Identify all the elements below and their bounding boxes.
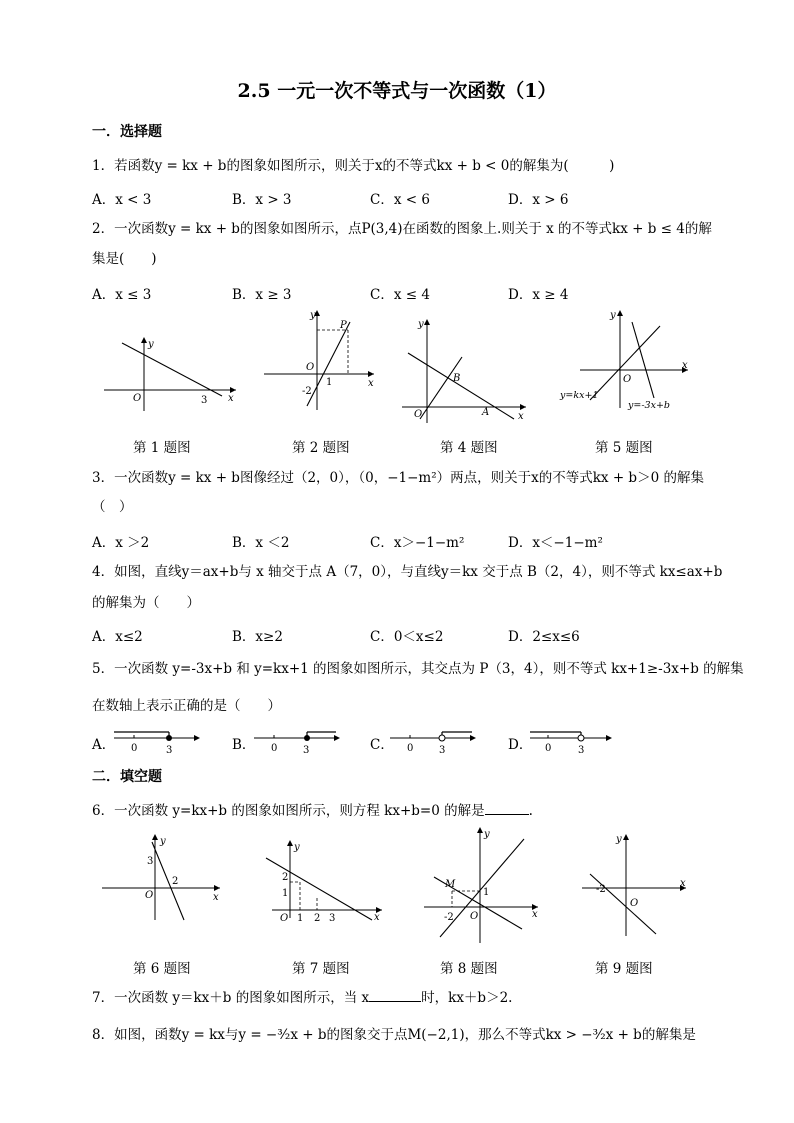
svg-text:x: x <box>680 878 686 889</box>
svg-text:O: O <box>280 913 289 923</box>
svg-text:-2: -2 <box>444 912 454 923</box>
figure-1 <box>100 335 240 415</box>
q5-numberline-d[interactable] <box>528 722 620 754</box>
caption-fig9: 第 9 题图 <box>595 961 653 977</box>
question-7-text: 7．一次函数 y＝kx＋b 的图象如图所示，当 x 时，kx＋b＞2. <box>92 990 513 1006</box>
figure-2 <box>262 308 382 413</box>
q5-numberline-c[interactable] <box>388 722 480 754</box>
svg-text:y=-3x+b: y=-3x+b <box>628 400 670 411</box>
svg-text:3: 3 <box>329 913 336 923</box>
q4-option-a[interactable]: A．x≤2 <box>92 629 143 645</box>
question-1-text: 1．若函数y = kx + b的图象如图所示，则关于x的不等式kx + b < 0的解集为( ) <box>92 158 615 174</box>
svg-text:x: x <box>682 360 688 371</box>
svg-text:3: 3 <box>147 856 154 867</box>
section-heading-choice: 一．选择题 <box>92 124 162 140</box>
figure-7 <box>262 838 387 923</box>
f1-x-label: x <box>228 393 234 404</box>
svg-text:A: A <box>482 407 490 418</box>
f1-three-label: 3 <box>201 395 208 406</box>
caption-fig8: 第 8 题图 <box>440 961 498 977</box>
question-2-text-line2: 集是( ) <box>92 251 157 267</box>
q2-option-a[interactable]: A．x ≤ 3 <box>92 287 152 303</box>
svg-text:1: 1 <box>282 888 289 899</box>
q2-option-b[interactable]: B．x ≥ 3 <box>232 287 292 303</box>
q3-option-a[interactable]: A．x ＞2 <box>92 535 150 551</box>
svg-text:O: O <box>414 409 423 420</box>
question-3-text-line1: 3．一次函数y = kx + b图像经过（2，0），（0，−1−m²）两点，则关于x的不等式kx + b＞0 的解集 <box>92 470 704 486</box>
figure-8 <box>422 825 544 947</box>
svg-text:y: y <box>484 829 490 840</box>
question-5-text-line2: 在数轴上表示正确的是（ ） <box>92 698 281 714</box>
svg-text:y: y <box>310 310 316 321</box>
svg-text:x: x <box>532 909 538 920</box>
svg-text:0: 0 <box>131 743 138 754</box>
q5-numberline-a[interactable] <box>112 722 204 754</box>
question-5-text-line1: 5．一次函数 y=-3x+b 和 y=kx+1 的图象如图所示，其交点为 P（3，4），则不等式 kx+1≥-3x+b 的解集 <box>92 661 744 677</box>
svg-text:1: 1 <box>483 887 490 898</box>
figure-5 <box>558 308 693 416</box>
caption-fig4: 第 4 题图 <box>440 440 498 456</box>
page-title: 2.5 一元一次不等式与一次函数（1） <box>237 80 557 102</box>
q3-option-b[interactable]: B．x ＜2 <box>232 535 290 551</box>
svg-text:0: 0 <box>545 743 552 754</box>
svg-text:y: y <box>610 310 616 321</box>
figure-9 <box>580 832 692 940</box>
svg-text:0: 0 <box>271 743 278 754</box>
svg-text:y: y <box>418 319 424 330</box>
svg-text:-2: -2 <box>596 884 606 895</box>
q1-option-d[interactable]: D．x > 6 <box>508 192 569 208</box>
question-6-text: 6．一次函数 y=kx+b 的图象如图所示，则方程 kx+b=0 的解是 . <box>92 803 533 819</box>
svg-text:3: 3 <box>578 745 585 754</box>
svg-text:y=kx+1: y=kx+1 <box>560 390 599 401</box>
q5-option-c[interactable]: C． <box>370 737 394 753</box>
svg-text:x: x <box>374 912 380 923</box>
q4-option-b[interactable]: B．x≥2 <box>232 629 283 645</box>
svg-text:3: 3 <box>303 745 310 754</box>
q6-answer-blank[interactable] <box>485 802 529 815</box>
question-4-text-line2: 的解集为（ ） <box>92 595 200 611</box>
question-2-text-line1: 2．一次函数y = kx + b的图象如图所示，点P(3,4)在函数的图象上.则关于 x 的不等式kx + b ≤ 4的解 <box>92 221 712 237</box>
svg-text:2: 2 <box>172 876 179 887</box>
caption-fig6: 第 6 题图 <box>133 961 191 977</box>
caption-fig7: 第 7 题图 <box>292 961 350 977</box>
caption-fig5: 第 5 题图 <box>595 440 653 456</box>
svg-text:0: 0 <box>407 743 414 754</box>
svg-text:M: M <box>445 879 456 890</box>
q3-option-c[interactable]: C．x＞−1−m² <box>370 535 465 551</box>
q1-option-b[interactable]: B．x > 3 <box>232 192 292 208</box>
svg-text:x: x <box>213 892 219 903</box>
svg-text:1: 1 <box>297 913 304 923</box>
caption-fig1: 第 1 题图 <box>133 440 191 456</box>
svg-text:2: 2 <box>282 872 289 883</box>
svg-text:x: x <box>518 411 524 422</box>
svg-text:3: 3 <box>439 745 446 754</box>
f1-origin-label: O <box>133 393 142 404</box>
svg-text:y: y <box>160 836 166 847</box>
svg-text:-2: -2 <box>302 386 312 397</box>
svg-text:O: O <box>145 890 154 901</box>
q2-option-d[interactable]: D．x ≥ 4 <box>508 287 569 303</box>
svg-text:P: P <box>340 320 347 331</box>
svg-text:3: 3 <box>166 745 173 754</box>
q2-option-c[interactable]: C．x ≤ 4 <box>370 287 430 303</box>
section-heading-fill: 二．填空题 <box>92 769 162 785</box>
q5-option-d[interactable]: D． <box>508 737 533 753</box>
svg-text:O: O <box>630 898 639 909</box>
svg-text:y: y <box>294 842 300 853</box>
svg-text:2: 2 <box>314 913 321 923</box>
svg-text:x: x <box>368 378 374 389</box>
f1-y-label: y <box>148 339 154 350</box>
figure-4 <box>400 315 530 425</box>
q1-option-c[interactable]: C．x < 6 <box>370 192 430 208</box>
q5-numberline-b[interactable] <box>252 722 344 754</box>
q4-option-c[interactable]: C．0＜x≤2 <box>370 629 444 645</box>
q3-option-d[interactable]: D．x＜−1−m² <box>508 535 603 551</box>
question-8-text: 8．如图，函数y = kx与y = −³⁄₂x + b的图象交于点M(−2,1)，那么不等式kx > −³⁄₂x + b的解集是 <box>92 1027 696 1043</box>
q5-option-b[interactable]: B． <box>232 737 256 753</box>
q5-option-a[interactable]: A． <box>92 737 116 753</box>
q4-option-d[interactable]: D．2≤x≤6 <box>508 629 580 645</box>
svg-text:y: y <box>616 834 622 845</box>
svg-text:B: B <box>453 373 461 384</box>
q1-option-a[interactable]: A．x < 3 <box>92 192 152 208</box>
question-3-text-line2: （ ） <box>92 499 133 515</box>
question-4-text-line1: 4．如图，直线y＝ax+b与 x 轴交于点 A（7，0），与直线y＝kx 交于点 B（2，4），则不等式 kx≤ax+b <box>92 564 723 580</box>
svg-text:O: O <box>306 362 315 373</box>
svg-text:O: O <box>623 374 632 385</box>
caption-fig2: 第 2 题图 <box>292 440 350 456</box>
svg-text:1: 1 <box>326 377 333 388</box>
q7-answer-blank[interactable] <box>369 989 421 1002</box>
figure-6 <box>100 832 225 922</box>
svg-text:O: O <box>470 911 479 922</box>
